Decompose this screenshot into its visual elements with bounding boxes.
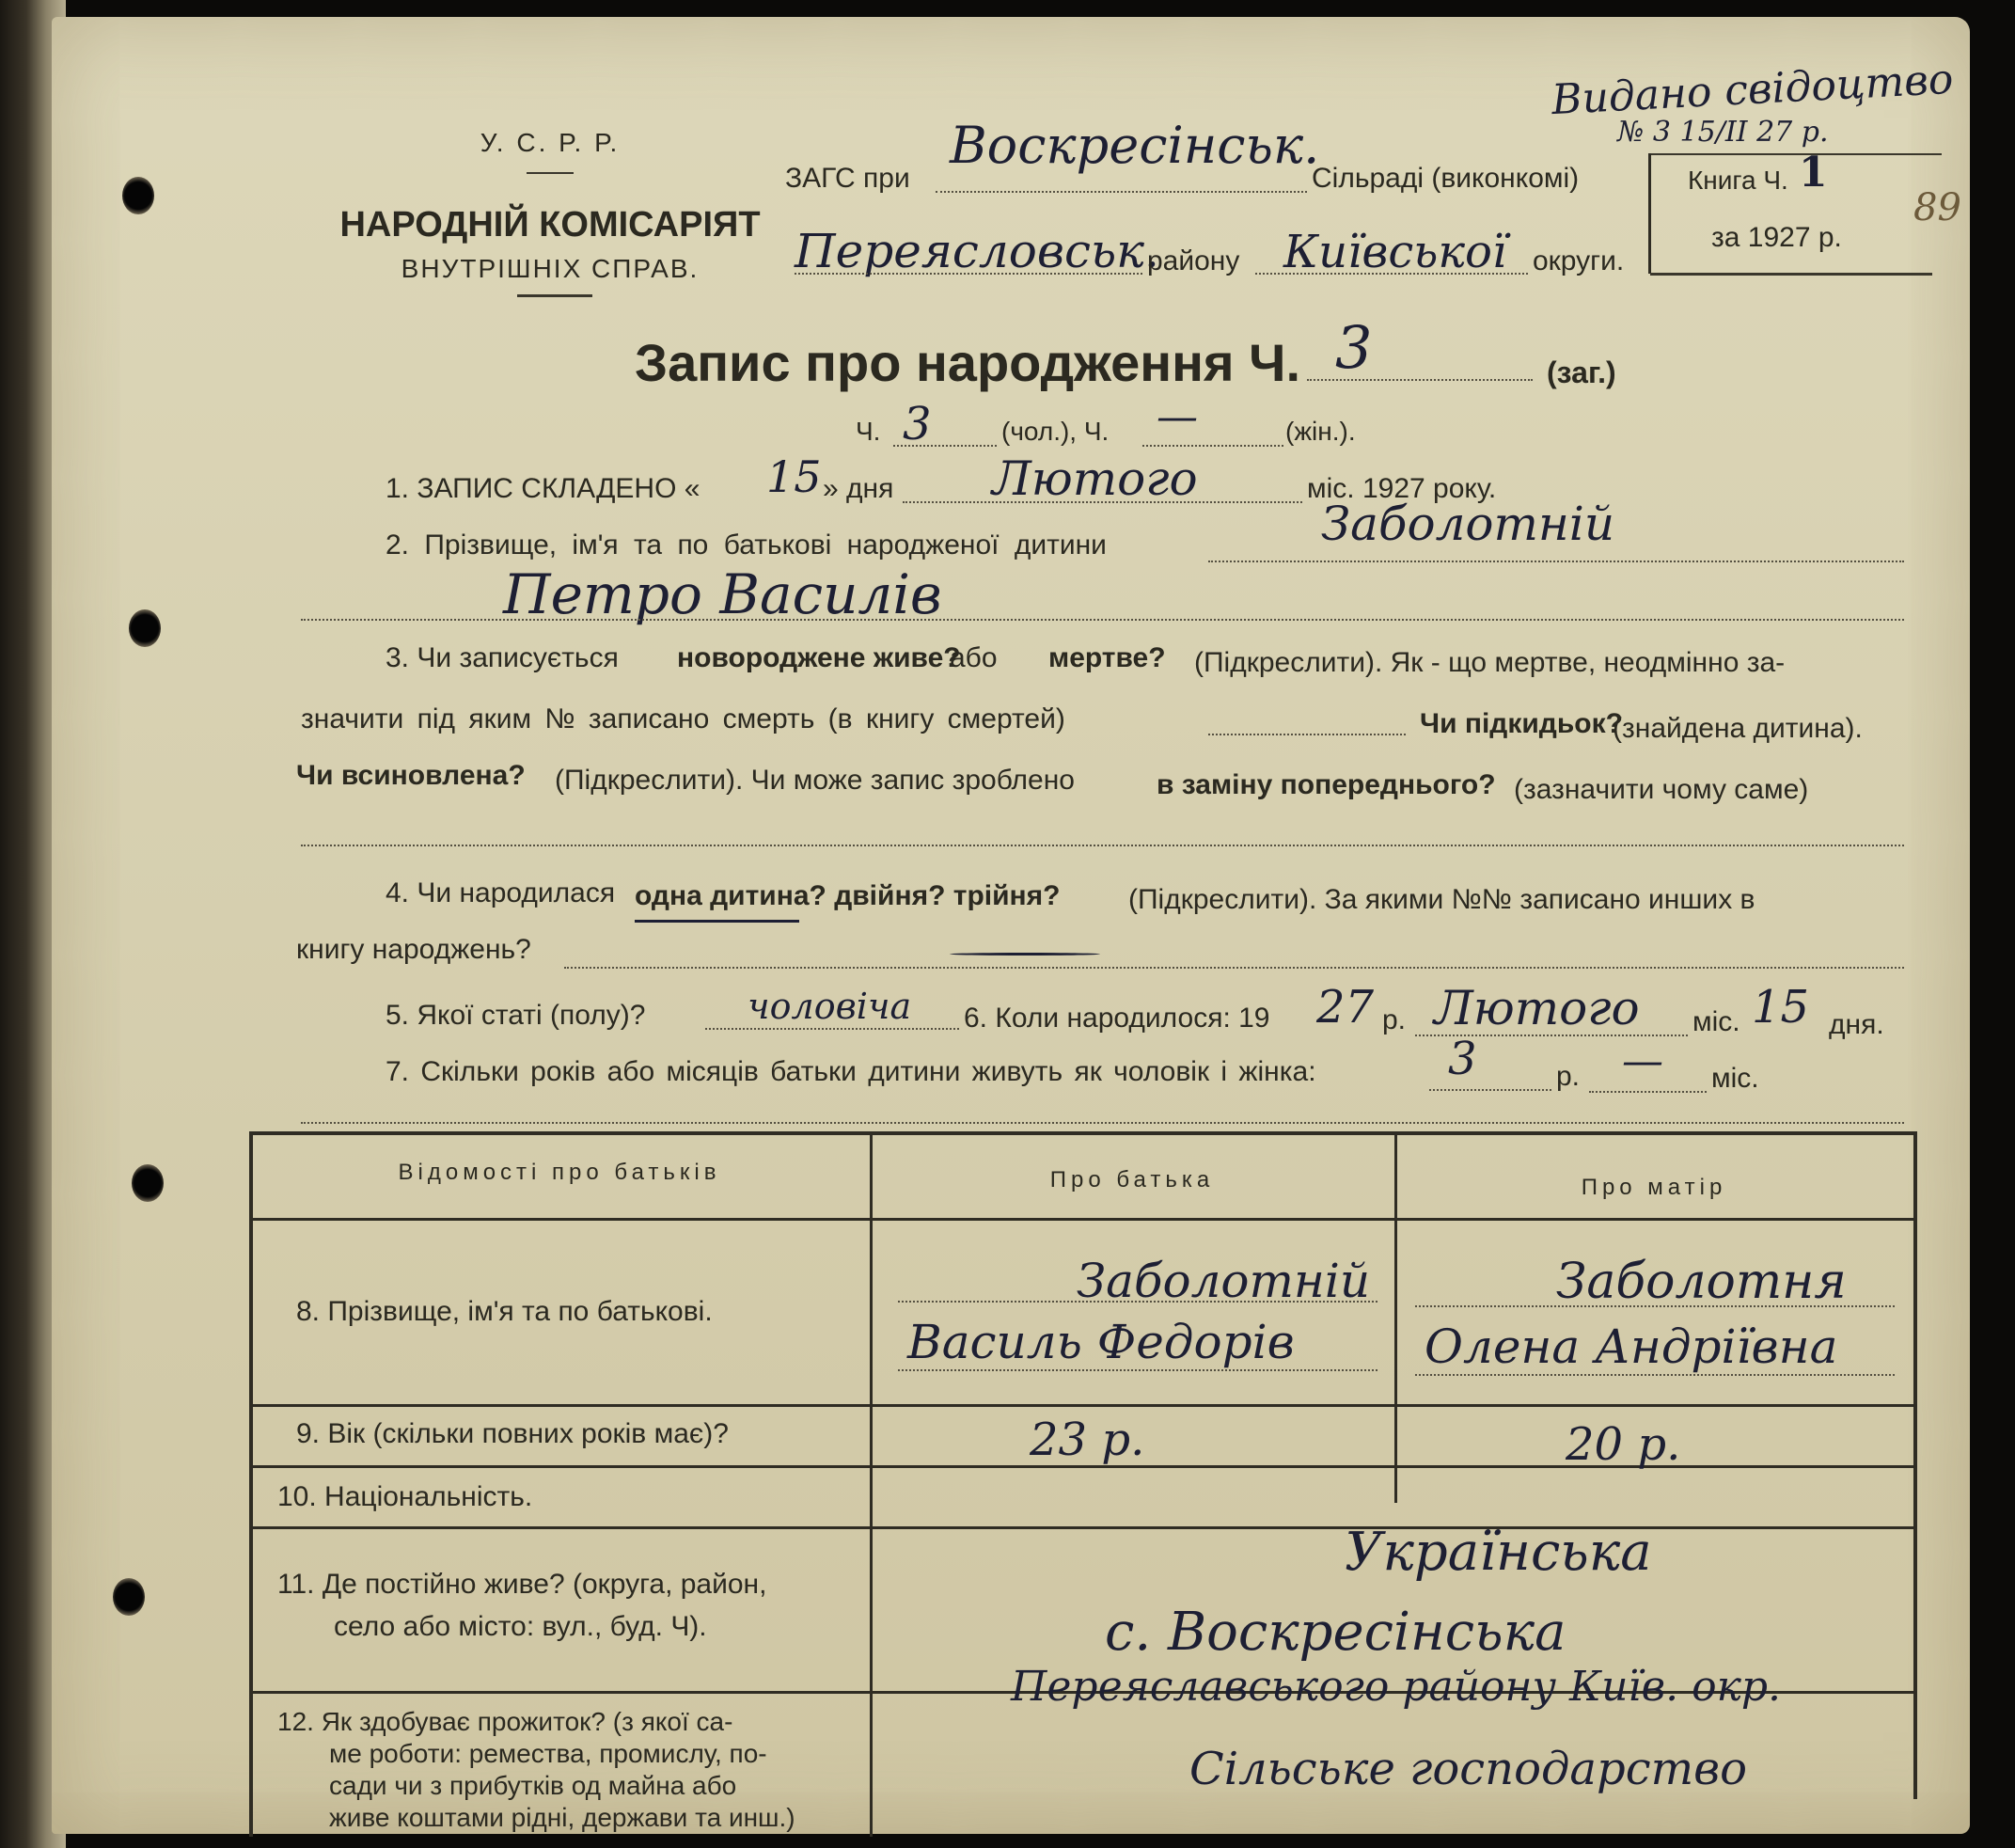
mother-name: Олена Андріївна [1425,1319,1838,1374]
column-divider [870,1131,873,1837]
marriage-months: — [1622,1037,1663,1085]
silradi-label: Сільраді (виконкомі) [1312,163,1580,194]
child-surname: Заболотній [1321,497,1615,551]
fill-line [1142,445,1283,447]
item7-label: 7. Скільки років або місяців батьки дитини живуть як чоловік і жінка: [386,1056,1316,1087]
item1-month: Лютого [992,451,1198,506]
dash-mark [950,953,1100,956]
fill-line [936,191,1307,193]
district-value: Переясловськ. [795,224,1159,278]
row12-label-1: 12. Як здобуває прожиток? (з якої са- [277,1707,733,1736]
female-number: — [1157,393,1198,441]
sex-value: чоловіча [748,986,912,1027]
row11-label-1: 11. Де постійно живе? (округа, район, [277,1569,767,1600]
child-name: Петро Василів [503,562,942,626]
item6-r: р. [1382,1004,1407,1035]
punch-hole [113,1578,145,1616]
row9-label: 9. Вік (скільки повних років має)? [296,1418,729,1449]
row10-label: 10. Національність. [277,1481,533,1512]
fill-line [898,1301,1377,1303]
underline-mark [635,920,799,923]
item6-mis: міс. [1692,1006,1740,1037]
mother-surname: Заболотня [1556,1254,1847,1310]
fill-line [795,273,1142,275]
row12-label-2: ме роботи: ремества, промислу, по- [329,1739,767,1768]
male-label: (чол.), Ч. [1001,417,1110,446]
item5-label: 5. Якої статі (полу)? [386,1000,646,1031]
commissariat-label: НАРОДНІЙ КОМІСАРІЯТ [339,205,761,245]
zags-prefix: ЗАГС при [785,163,910,194]
fill-line [705,1028,959,1030]
father-name: Василь Федорів [907,1315,1295,1369]
punch-hole [122,177,154,214]
item4-prefix: 4. Чи народилася [386,877,616,908]
book-label: Книга Ч. [1688,166,1788,195]
row8-label: 8. Прізвище, ім'я та по батькові. [296,1296,713,1327]
year-label: за 1927 р. [1711,222,1842,253]
table-border [249,1131,253,1837]
fill-line [1589,1091,1707,1093]
female-label: (жін.). [1285,417,1356,446]
item3-dead: мертве? [1048,642,1166,673]
fill-line [1415,1305,1895,1307]
father-surname: Заболотній [1077,1254,1371,1308]
box-bottom-border [1650,273,1932,276]
item3-foundling: Чи підкидьок? [1420,708,1623,739]
item3-or: або [950,642,998,673]
internal-affairs-label: ВНУТРІШНІХ СПРАВ. [401,254,700,283]
fill-line [1208,561,1904,562]
row12-label-3: сади чи з прибутків од майна або [329,1771,737,1800]
item3-line2: значити під яким № записано смерть (в книгу смертей) [301,703,1065,734]
fill-line [903,501,1302,503]
nationality: Українська [1345,1522,1652,1583]
header-father: Про батька [1049,1167,1215,1193]
item1-prefix: 1. ЗАПИС СКЛАДЕНО « [386,473,701,504]
fill-line [898,1369,1377,1371]
ussr-label: У. С. Р. Р. [480,128,621,157]
item1-day-label: » дня [823,473,894,504]
fill-line [893,445,997,447]
row11-label-2: село або місто: вул., буд. Ч). [334,1611,707,1642]
page-note: 89 [1913,186,1961,229]
item6-label: 6. Коли народилося: 19 [964,1003,1270,1034]
item2-label: 2. Прізвище, ім'я та по батькові народженої дитини [386,529,1107,561]
item7-mis: міс. [1711,1063,1759,1094]
okrug-label: округи. [1533,245,1625,276]
row12-label-4: живе коштами рідні, держави та инш.) [329,1803,795,1832]
fill-line [1208,734,1406,735]
residence-village: с. Воскресінська [1105,1602,1566,1663]
table-border [1913,1131,1917,1799]
issued-note: Видано свідоцтво [1550,55,1955,125]
divider [517,294,592,297]
item7-r: р. [1556,1061,1581,1092]
header-mother: Про матір [1581,1175,1727,1200]
fill-line [1255,273,1528,275]
parents-table [249,1131,1913,1837]
father-age: 23 р. [1030,1414,1145,1466]
item3-replacement: в заміну попереднього? [1157,769,1496,800]
item3-line3: (Підкреслити). Чи може запис зроблено [555,765,1075,796]
item4-options: одна дитина? двійня? трійня? [635,880,1061,911]
item3-reason: (зазначити чому саме) [1514,774,1809,805]
issued-detail: № 3 15/II 27 р. [1617,116,1829,149]
district-label: району [1147,245,1240,276]
divider [527,172,574,174]
punch-hole [129,609,161,647]
okrug-value: Київської [1283,226,1507,278]
fill-line [564,967,1904,969]
fill-line [1307,379,1533,381]
item3-alive: новороджене живе? [677,642,961,673]
marriage-years: 3 [1448,1033,1477,1085]
fill-line [301,845,1904,846]
record-number: 3 [1335,313,1373,382]
item6-dnya: дня. [1829,1009,1884,1040]
birth-year: 27 [1316,981,1375,1034]
residence-district: Переяславського району Київ. окр. [1011,1663,1782,1711]
fill-line [1429,1089,1551,1091]
divider [1650,153,1942,155]
header-parents-info: Відомості про батьків [398,1160,721,1185]
item1-day: 15 [766,451,822,502]
fill-line [301,1122,1904,1124]
item3-adopted: Чи всиновлена? [296,760,526,791]
zags-value: Воскресінськ. [950,116,1320,175]
fill-line [1415,1374,1895,1376]
item4-line2: книгу народжень? [296,934,531,965]
punch-hole [132,1164,164,1202]
fill-line [301,619,1904,621]
book-value: 1 [1799,149,1828,197]
item3-found-child: (знайдена дитина). [1613,713,1863,744]
box-left-border [1648,153,1651,274]
item4-instruction: (Підкреслити). За якими №№ записано инших в [1128,884,1755,915]
birth-month: Лютого [1434,981,1640,1035]
item3-prefix: 3. Чи записується [386,642,619,673]
row-divider [249,1404,1913,1407]
occupation: Сільське господарство [1189,1743,1747,1795]
record-title: Запис про народження Ч. [635,333,1301,392]
male-ch-label: Ч. [856,417,881,446]
birth-record-page [52,17,1970,1834]
item3-instruction: (Підкреслити). Як - що мертве, неодмінно за- [1194,647,1786,678]
row-divider [249,1218,1913,1221]
row-divider [249,1526,1913,1529]
birth-day: 15 [1752,981,1810,1034]
mother-age: 20 р. [1566,1418,1681,1471]
record-zag: (заг.) [1547,355,1616,389]
male-number: 3 [903,398,932,450]
table-border [249,1131,1913,1135]
item1-year: міс. 1927 року. [1307,473,1497,504]
